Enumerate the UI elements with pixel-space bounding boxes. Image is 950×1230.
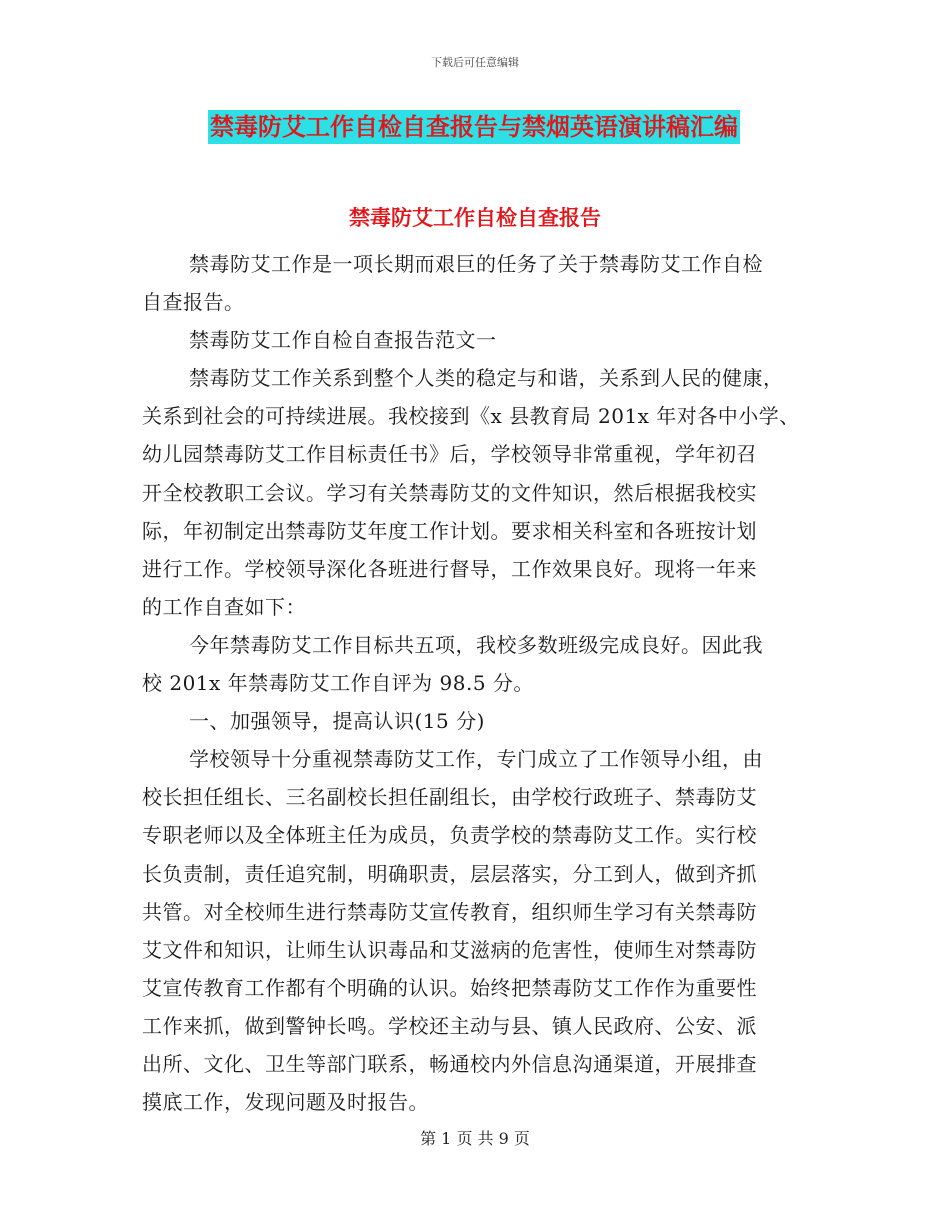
paragraph-line: 摸底工作，发现问题及时报告。 [142, 1090, 429, 1115]
paragraph-line: 幼儿园禁毒防艾工作目标责任书》后，学校领导非常重视，学年初召 [142, 442, 757, 467]
paragraph-line: 的工作自查如下： [142, 594, 306, 619]
paragraph-line: 际，年初制定出禁毒防艾年度工作计划。要求相关科室和各班按计划 [142, 518, 757, 543]
body-text [142, 245, 807, 1121]
section-title: 禁毒防艾工作自检自查报告 [349, 206, 601, 230]
paragraph-line: 一、加强领导，提高认识(15 分) [189, 709, 485, 734]
paragraph-line: 禁毒防艾工作关系到整个人类的稳定与和谐，关系到人民的健康， [189, 366, 784, 391]
paragraph-line: 今年禁毒防艾工作目标共五项，我校多数班级完成良好。因此我 [189, 632, 763, 657]
paragraph-line: 出所、文化、卫生等部门联系，畅通校内外信息沟通渠道，开展排查 [142, 1051, 757, 1076]
paragraph-line: 校长担任组长、三名副校长担任副组长，由学校行政班子、禁毒防艾 [142, 785, 757, 810]
paragraph-line: 禁毒防艾工作自检自查报告范文一 [189, 328, 497, 353]
paragraph-line: 开全校教职工会议。学习有关禁毒防艾的文件知识，然后根据我校实 [142, 480, 757, 505]
paragraph-line: 长负责制，责任追究制，明确职责，层层落实，分工到人，做到齐抓 [142, 861, 757, 886]
paragraph-line: 禁毒防艾工作是一项长期而艰巨的任务了关于禁毒防艾工作自检 [189, 252, 763, 276]
paragraph-line: 进行工作。学校领导深化各班进行督导，工作效果良好。现将一年来 [142, 556, 757, 581]
paragraph-line: 自查报告。 [142, 290, 245, 315]
document-title: 禁毒防艾工作自检自查报告与禁烟英语演讲稿汇编 [208, 110, 740, 144]
paragraph-line: 艾文件和知识，让师生认识毒品和艾滋病的危害性，使师生对禁毒防 [142, 937, 757, 962]
paragraph-line: 学校领导十分重视禁毒防艾工作，专门成立了工作领导小组，由 [189, 747, 763, 772]
paragraph-line: 校 201x 年禁毒防艾工作自评为 98.5 分。 [142, 671, 534, 696]
paragraph-line: 艾宣传教育工作都有个明确的认识。始终把禁毒防艾工作作为重要性 [142, 975, 757, 1000]
header-note: 下载后可任意编辑 [431, 56, 519, 69]
paragraph-line: 共管。对全校师生进行禁毒防艾宣传教育，组织师生学习有关禁毒防 [142, 899, 757, 924]
paragraph-line: 关系到社会的可持续进展。我校接到《x 县教育局 201x 年对各中小学、 [142, 404, 800, 429]
page-number: 第 1 页 共 9 页 [420, 1129, 530, 1148]
paragraph-line: 工作来抓，做到警钟长鸣。学校还主动与县、镇人民政府、公安、派 [142, 1013, 757, 1038]
paragraph-line: 专职老师以及全体班主任为成员，负责学校的禁毒防艾工作。实行校 [142, 823, 757, 848]
